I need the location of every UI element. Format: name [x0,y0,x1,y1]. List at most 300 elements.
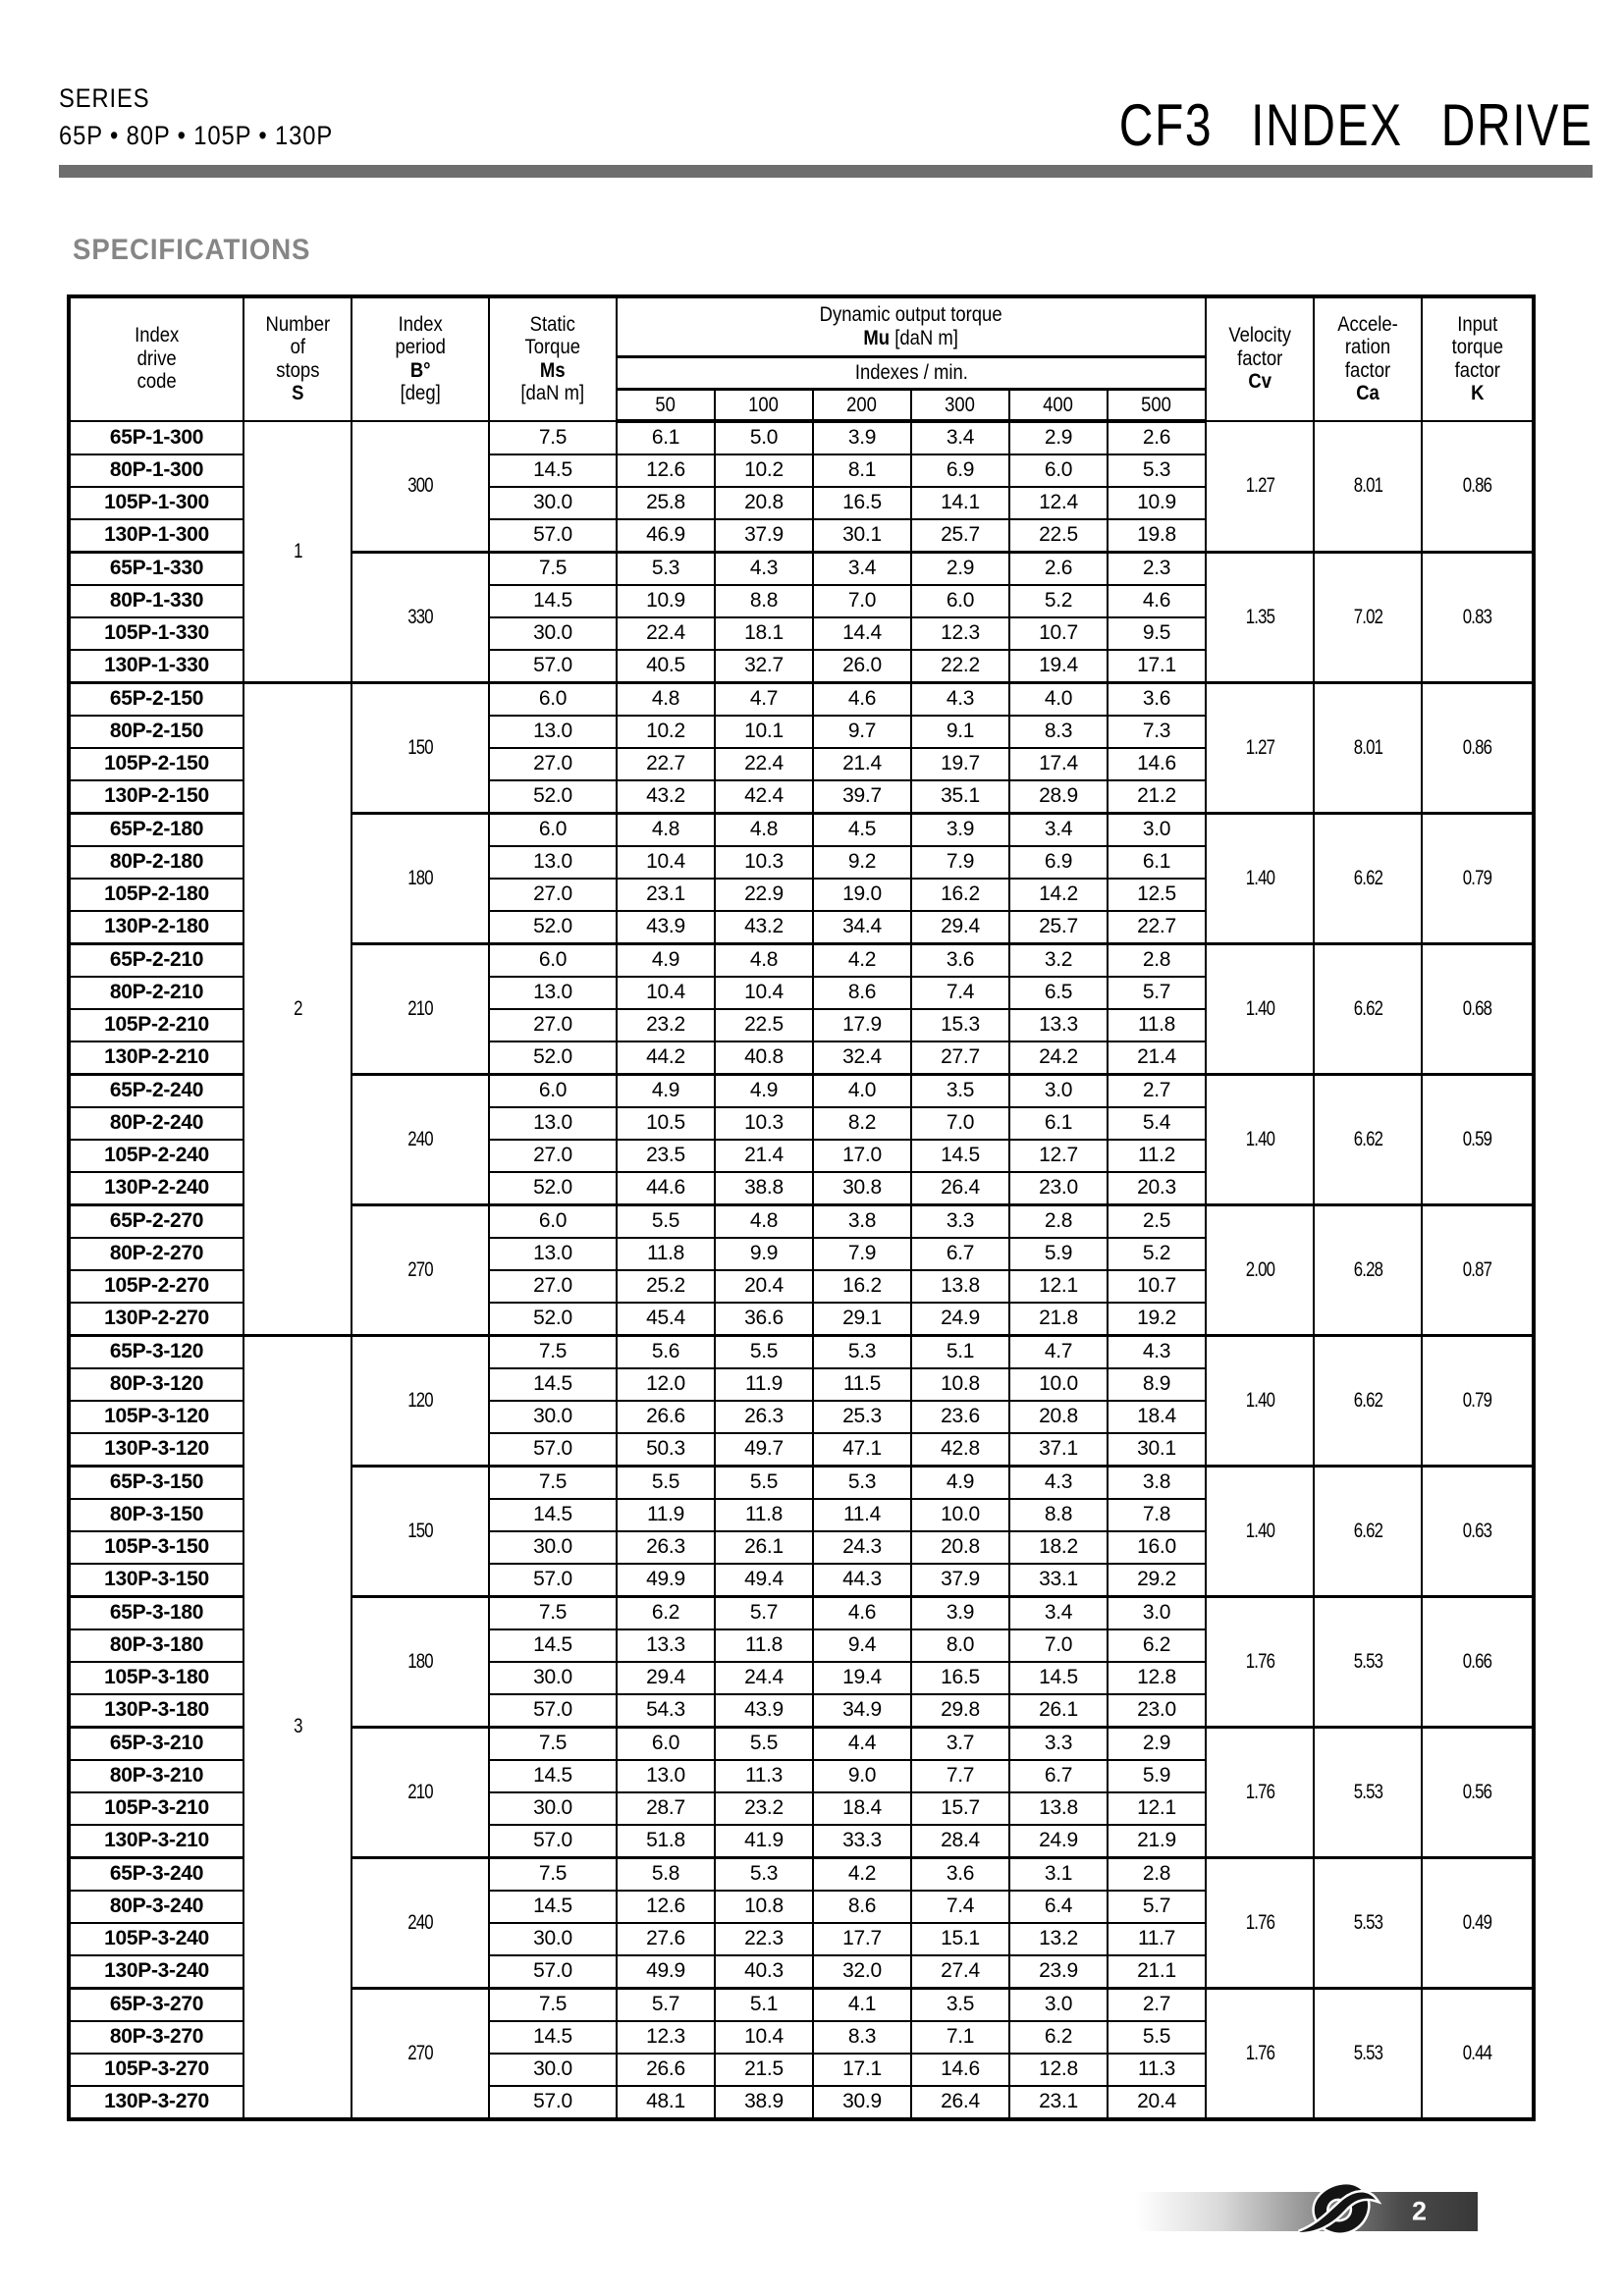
dynamic-torque-cell: 8.6 [813,977,911,1009]
dynamic-torque-cell: 3.9 [911,1596,1009,1629]
dynamic-torque-cell: 36.6 [715,1303,813,1336]
dynamic-torque-cell: 6.9 [911,454,1009,487]
dynamic-torque-cell: 4.9 [617,943,715,977]
col-header-speed-400: 400 [1009,390,1108,421]
dynamic-torque-cell: 21.2 [1108,780,1206,814]
series-label: SERIES [59,83,150,113]
dynamic-torque-cell: 4.8 [715,1204,813,1238]
dynamic-torque-cell: 6.4 [1009,1891,1108,1923]
series-block [59,80,370,155]
index-drive-code-cell: 80P-3-270 [69,2021,243,2054]
dynamic-torque-cell: 12.6 [617,454,715,487]
dynamic-torque-cell: 23.5 [617,1140,715,1172]
index-period-cell: 330 [352,552,489,682]
dynamic-torque-cell: 28.7 [617,1792,715,1825]
index-drive-code-cell: 105P-1-300 [69,487,243,519]
dynamic-torque-cell: 22.9 [715,879,813,911]
velocity-factor-cell: 1.40 [1206,1074,1314,1204]
dynamic-torque-cell: 12.0 [617,1368,715,1401]
dynamic-torque-cell: 3.3 [1009,1727,1108,1760]
static-torque-cell: 14.5 [489,585,617,617]
dynamic-torque-cell: 7.0 [1009,1629,1108,1662]
dynamic-torque-cell: 11.2 [1108,1140,1206,1172]
dynamic-torque-cell: 8.6 [813,1891,911,1923]
dynamic-torque-cell: 10.3 [715,846,813,879]
dynamic-torque-cell: 19.0 [813,879,911,911]
dynamic-torque-cell: 49.4 [715,1564,813,1597]
index-drive-code-cell: 130P-2-180 [69,911,243,944]
dynamic-torque-cell: 17.1 [1108,650,1206,683]
index-drive-code-cell: 130P-3-270 [69,2086,243,2119]
dynamic-torque-cell: 39.7 [813,780,911,814]
dynamic-torque-cell: 21.9 [1108,1825,1206,1858]
dynamic-torque-cell: 18.4 [813,1792,911,1825]
dynamic-torque-cell: 8.3 [813,2021,911,2054]
static-torque-cell: 14.5 [489,1629,617,1662]
static-torque-cell: 27.0 [489,1270,617,1303]
dynamic-torque-cell: 17.9 [813,1009,911,1041]
dynamic-torque-cell: 14.6 [1108,748,1206,780]
dynamic-torque-cell: 22.4 [715,748,813,780]
dynamic-torque-cell: 13.8 [911,1270,1009,1303]
dynamic-torque-cell: 22.5 [715,1009,813,1041]
dynamic-torque-cell: 4.8 [715,943,813,977]
dynamic-torque-cell: 54.3 [617,1694,715,1728]
dynamic-torque-cell: 23.0 [1108,1694,1206,1728]
static-torque-cell: 27.0 [489,748,617,780]
dynamic-torque-cell: 10.5 [617,1107,715,1140]
dynamic-torque-cell: 10.1 [715,716,813,748]
static-torque-cell: 57.0 [489,1955,617,1989]
index-period-cell: 300 [352,421,489,553]
static-torque-cell: 7.5 [489,1335,617,1368]
dynamic-torque-cell: 5.7 [617,1988,715,2021]
dynamic-torque-cell: 25.8 [617,487,715,519]
static-torque-cell: 14.5 [489,2021,617,2054]
dynamic-torque-cell: 4.8 [617,813,715,846]
input-torque-factor-cell: 0.59 [1422,1074,1534,1204]
dynamic-torque-cell: 24.2 [1009,1041,1108,1075]
index-drive-code-cell: 130P-2-150 [69,780,243,814]
acceleration-factor-cell: 6.62 [1314,813,1422,943]
static-torque-cell: 7.5 [489,1727,617,1760]
dynamic-torque-cell: 4.9 [617,1074,715,1107]
table-row [69,1335,1534,1368]
input-torque-factor-cell: 0.44 [1422,1988,1534,2119]
dynamic-torque-cell: 2.8 [1108,943,1206,977]
col-header-acceleration-factor: Accele- ration factor Ca [1314,296,1422,421]
dynamic-torque-cell: 2.5 [1108,1204,1206,1238]
static-torque-cell: 57.0 [489,1694,617,1728]
col-header-input-torque-factor: Input torque factor K [1422,296,1534,421]
dynamic-torque-cell: 5.3 [813,1335,911,1368]
index-drive-code-cell: 105P-3-270 [69,2054,243,2086]
dynamic-torque-cell: 6.0 [1009,454,1108,487]
dynamic-torque-cell: 8.0 [911,1629,1009,1662]
document-header [59,80,1593,158]
dynamic-torque-cell: 38.8 [715,1172,813,1205]
dynamic-torque-cell: 3.9 [911,813,1009,846]
static-torque-cell: 52.0 [489,1303,617,1336]
dynamic-torque-cell: 16.5 [813,487,911,519]
dynamic-torque-cell: 26.6 [617,2054,715,2086]
dynamic-torque-cell: 4.9 [715,1074,813,1107]
static-torque-cell: 57.0 [489,519,617,553]
dynamic-torque-cell: 4.4 [813,1727,911,1760]
dynamic-torque-cell: 23.1 [1009,2086,1108,2119]
dynamic-torque-cell: 5.6 [617,1335,715,1368]
dynamic-torque-cell: 17.1 [813,2054,911,2086]
footer-bar [1136,2192,1478,2231]
dynamic-torque-cell: 10.2 [715,454,813,487]
velocity-factor-cell: 2.00 [1206,1204,1314,1335]
dynamic-torque-cell: 19.4 [1009,650,1108,683]
dynamic-torque-cell: 3.6 [1108,682,1206,716]
dynamic-torque-cell: 10.7 [1009,617,1108,650]
dynamic-torque-cell: 19.7 [911,748,1009,780]
dynamic-torque-cell: 20.4 [1108,2086,1206,2119]
dynamic-torque-cell: 11.5 [813,1368,911,1401]
dynamic-torque-cell: 3.6 [911,943,1009,977]
dynamic-torque-cell: 29.1 [813,1303,911,1336]
dynamic-torque-cell: 4.7 [1009,1335,1108,1368]
velocity-factor-cell: 1.76 [1206,1857,1314,1988]
dynamic-torque-cell: 3.4 [1009,813,1108,846]
index-drive-code-cell: 130P-2-210 [69,1041,243,1075]
dynamic-torque-cell: 3.8 [1108,1466,1206,1499]
acceleration-factor-cell: 6.62 [1314,1335,1422,1466]
dynamic-torque-cell: 14.5 [911,1140,1009,1172]
dynamic-torque-cell: 7.0 [911,1107,1009,1140]
index-drive-code-cell: 65P-1-300 [69,421,243,454]
dynamic-torque-cell: 42.4 [715,780,813,814]
dynamic-torque-cell: 15.7 [911,1792,1009,1825]
dynamic-torque-cell: 28.9 [1009,780,1108,814]
dynamic-torque-cell: 24.4 [715,1662,813,1694]
static-torque-cell: 30.0 [489,1923,617,1955]
dynamic-torque-cell: 6.0 [617,1727,715,1760]
header-divider-bar [59,165,1593,178]
index-period-cell: 180 [352,1596,489,1727]
dynamic-torque-cell: 6.2 [617,1596,715,1629]
col-header-indexes-per-min: Indexes / min. [617,357,1206,390]
velocity-factor-cell: 1.27 [1206,682,1314,813]
dynamic-torque-cell: 5.2 [1108,1238,1206,1270]
dynamic-torque-cell: 11.8 [715,1629,813,1662]
dynamic-torque-cell: 40.3 [715,1955,813,1989]
dynamic-torque-cell: 22.2 [911,650,1009,683]
dynamic-torque-cell: 3.4 [1009,1596,1108,1629]
dynamic-torque-cell: 20.3 [1108,1172,1206,1205]
index-drive-code-cell: 105P-2-150 [69,748,243,780]
dynamic-torque-cell: 5.5 [1108,2021,1206,2054]
dynamic-torque-cell: 17.7 [813,1923,911,1955]
dynamic-torque-cell: 13.2 [1009,1923,1108,1955]
index-drive-code-cell: 105P-3-150 [69,1531,243,1564]
dynamic-torque-cell: 11.9 [617,1499,715,1531]
dynamic-torque-cell: 5.5 [715,1335,813,1368]
index-drive-code-cell: 105P-2-210 [69,1009,243,1041]
dynamic-torque-cell: 30.1 [1108,1433,1206,1467]
index-drive-code-cell: 65P-1-330 [69,552,243,585]
dynamic-torque-cell: 21.4 [715,1140,813,1172]
dynamic-torque-cell: 2.7 [1108,1988,1206,2021]
index-drive-code-cell: 65P-3-210 [69,1727,243,1760]
dynamic-torque-cell: 50.3 [617,1433,715,1467]
index-period-cell: 270 [352,1204,489,1335]
dynamic-torque-cell: 23.1 [617,879,715,911]
dynamic-torque-cell: 26.3 [715,1401,813,1433]
dynamic-torque-cell: 37.1 [1009,1433,1108,1467]
dynamic-torque-cell: 3.7 [911,1727,1009,1760]
dynamic-torque-cell: 7.4 [911,1891,1009,1923]
input-torque-factor-cell: 0.63 [1422,1466,1534,1596]
dynamic-torque-cell: 25.3 [813,1401,911,1433]
dynamic-torque-cell: 3.5 [911,1988,1009,2021]
dynamic-torque-cell: 40.5 [617,650,715,683]
dynamic-torque-cell: 4.7 [715,682,813,716]
static-torque-cell: 57.0 [489,1825,617,1858]
dynamic-torque-cell: 3.8 [813,1204,911,1238]
col-header-speed-300: 300 [911,390,1009,421]
dynamic-torque-cell: 33.3 [813,1825,911,1858]
static-torque-cell: 6.0 [489,682,617,716]
static-torque-cell: 52.0 [489,780,617,814]
dynamic-torque-cell: 4.2 [813,943,911,977]
static-torque-cell: 7.5 [489,1596,617,1629]
dynamic-torque-cell: 11.8 [617,1238,715,1270]
dynamic-torque-cell: 21.5 [715,2054,813,2086]
index-period-cell: 240 [352,1074,489,1204]
dynamic-torque-cell: 16.2 [813,1270,911,1303]
index-drive-code-cell: 80P-3-120 [69,1368,243,1401]
dynamic-torque-cell: 33.1 [1009,1564,1108,1597]
index-drive-code-cell: 105P-2-180 [69,879,243,911]
dynamic-torque-cell: 18.4 [1108,1401,1206,1433]
dynamic-torque-cell: 41.9 [715,1825,813,1858]
dynamic-torque-cell: 30.1 [813,519,911,553]
table-body [69,421,1534,2119]
dynamic-torque-cell: 30.9 [813,2086,911,2119]
static-torque-cell: 27.0 [489,1140,617,1172]
dynamic-torque-cell: 5.1 [715,1988,813,2021]
acceleration-factor-cell: 5.53 [1314,1857,1422,1988]
dynamic-torque-cell: 4.3 [1108,1335,1206,1368]
dynamic-torque-cell: 6.1 [1108,846,1206,879]
dynamic-torque-cell: 13.0 [617,1760,715,1792]
input-torque-factor-cell: 0.68 [1422,943,1534,1074]
dynamic-torque-cell: 2.9 [911,552,1009,585]
dynamic-torque-cell: 32.7 [715,650,813,683]
static-torque-cell: 13.0 [489,1107,617,1140]
dynamic-torque-cell: 49.7 [715,1433,813,1467]
col-header-index-period: Index period B° [deg] [352,296,489,421]
velocity-factor-cell: 1.35 [1206,552,1314,682]
dynamic-torque-cell: 38.9 [715,2086,813,2119]
dynamic-torque-cell: 42.8 [911,1433,1009,1467]
index-drive-code-cell: 130P-3-180 [69,1694,243,1728]
dynamic-torque-cell: 43.9 [715,1694,813,1728]
static-torque-cell: 13.0 [489,846,617,879]
velocity-factor-cell: 1.40 [1206,1466,1314,1596]
dynamic-torque-cell: 7.7 [911,1760,1009,1792]
col-header-speed-50: 50 [617,390,715,421]
table-row [69,421,1534,454]
col-header-dynamic-output-torque: Dynamic output torque Mu [daN m] [617,296,1206,357]
dynamic-torque-cell: 26.4 [911,1172,1009,1205]
dynamic-torque-cell: 23.2 [617,1009,715,1041]
dynamic-torque-cell: 4.9 [911,1466,1009,1499]
dynamic-torque-cell: 26.6 [617,1401,715,1433]
dynamic-torque-cell: 11.8 [1108,1009,1206,1041]
dynamic-torque-cell: 3.6 [911,1857,1009,1891]
index-period-cell: 180 [352,813,489,943]
static-torque-cell: 30.0 [489,617,617,650]
velocity-factor-cell: 1.27 [1206,421,1314,553]
index-drive-code-cell: 80P-2-240 [69,1107,243,1140]
dynamic-torque-cell: 43.2 [617,780,715,814]
dynamic-torque-cell: 12.8 [1009,2054,1108,2086]
dynamic-torque-cell: 4.3 [715,552,813,585]
static-torque-cell: 30.0 [489,2054,617,2086]
index-drive-code-cell: 65P-2-150 [69,682,243,716]
dynamic-torque-cell: 22.3 [715,1923,813,1955]
col-header-static-torque: Static Torque Ms [daN m] [489,296,617,421]
dynamic-torque-cell: 5.2 [1009,585,1108,617]
dynamic-torque-cell: 19.4 [813,1662,911,1694]
dynamic-torque-cell: 12.3 [617,2021,715,2054]
dynamic-torque-cell: 22.7 [617,748,715,780]
index-period-cell: 240 [352,1857,489,1988]
dynamic-torque-cell: 30.8 [813,1172,911,1205]
index-drive-code-cell: 80P-2-150 [69,716,243,748]
dynamic-torque-cell: 34.4 [813,911,911,944]
index-drive-code-cell: 80P-2-180 [69,846,243,879]
dynamic-torque-cell: 43.9 [617,911,715,944]
dynamic-torque-cell: 10.9 [1108,487,1206,519]
dynamic-torque-cell: 4.8 [715,813,813,846]
static-torque-cell: 7.5 [489,421,617,454]
dynamic-torque-cell: 32.0 [813,1955,911,1989]
index-drive-code-cell: 80P-1-330 [69,585,243,617]
col-header-speed-100: 100 [715,390,813,421]
velocity-factor-cell: 1.40 [1206,813,1314,943]
dynamic-torque-cell: 4.0 [1009,682,1108,716]
dynamic-torque-cell: 2.8 [1108,1857,1206,1891]
input-torque-factor-cell: 0.86 [1422,421,1534,553]
dynamic-torque-cell: 6.2 [1108,1629,1206,1662]
table-row [69,682,1534,716]
dynamic-torque-cell: 10.8 [911,1368,1009,1401]
dynamic-torque-cell: 5.1 [911,1335,1009,1368]
index-drive-code-cell: 65P-3-120 [69,1335,243,1368]
dynamic-torque-cell: 6.1 [1009,1107,1108,1140]
col-header-speed-200: 200 [813,390,911,421]
dynamic-torque-cell: 12.4 [1009,487,1108,519]
static-torque-cell: 14.5 [489,1760,617,1792]
index-drive-code-cell: 80P-3-150 [69,1499,243,1531]
stops-cell: 1 [243,421,352,683]
dynamic-torque-cell: 3.0 [1108,813,1206,846]
dynamic-torque-cell: 24.9 [911,1303,1009,1336]
dynamic-torque-cell: 5.5 [715,1466,813,1499]
dynamic-torque-cell: 4.1 [813,1988,911,2021]
dynamic-torque-cell: 20.8 [911,1531,1009,1564]
dynamic-torque-cell: 10.9 [617,585,715,617]
dynamic-torque-cell: 9.0 [813,1760,911,1792]
dynamic-torque-cell: 12.3 [911,617,1009,650]
stops-cell: 3 [243,1335,352,2119]
dynamic-torque-cell: 10.4 [617,846,715,879]
static-torque-cell: 14.5 [489,1368,617,1401]
dynamic-torque-cell: 10.8 [715,1891,813,1923]
dynamic-torque-cell: 5.5 [617,1204,715,1238]
static-torque-cell: 6.0 [489,1074,617,1107]
dynamic-torque-cell: 21.4 [1108,1041,1206,1075]
dynamic-torque-cell: 45.4 [617,1303,715,1336]
dynamic-torque-cell: 17.4 [1009,748,1108,780]
dynamic-torque-cell: 7.1 [911,2021,1009,2054]
static-torque-cell: 57.0 [489,650,617,683]
index-drive-code-cell: 130P-3-120 [69,1433,243,1467]
index-period-cell: 120 [352,1335,489,1466]
index-period-cell: 210 [352,943,489,1074]
dynamic-torque-cell: 10.0 [1009,1368,1108,1401]
dynamic-torque-cell: 2.9 [1108,1727,1206,1760]
dynamic-torque-cell: 5.7 [1108,1891,1206,1923]
velocity-factor-cell: 1.40 [1206,1335,1314,1466]
dynamic-torque-cell: 26.1 [1009,1694,1108,1728]
page-number: 2 [1411,2196,1427,2226]
dynamic-torque-cell: 20.8 [715,487,813,519]
index-drive-code-cell: 130P-1-330 [69,650,243,683]
input-torque-factor-cell: 0.66 [1422,1596,1534,1727]
static-torque-cell: 27.0 [489,1009,617,1041]
input-torque-factor-cell: 0.86 [1422,682,1534,813]
input-torque-factor-cell: 0.79 [1422,813,1534,943]
dynamic-torque-cell: 12.1 [1108,1792,1206,1825]
dynamic-torque-cell: 16.2 [911,879,1009,911]
dynamic-torque-cell: 5.7 [715,1596,813,1629]
dynamic-torque-cell: 26.4 [911,2086,1009,2119]
index-period-cell: 210 [352,1727,489,1857]
dynamic-torque-cell: 3.3 [911,1204,1009,1238]
static-torque-cell: 30.0 [489,1792,617,1825]
index-drive-code-cell: 105P-2-270 [69,1270,243,1303]
static-torque-cell: 52.0 [489,1041,617,1075]
dynamic-torque-cell: 18.1 [715,617,813,650]
dynamic-torque-cell: 13.3 [1009,1009,1108,1041]
dynamic-torque-cell: 10.4 [617,977,715,1009]
dynamic-torque-cell: 24.3 [813,1531,911,1564]
index-drive-code-cell: 105P-3-240 [69,1923,243,1955]
dynamic-torque-cell: 7.4 [911,977,1009,1009]
input-torque-factor-cell: 0.87 [1422,1204,1534,1335]
dynamic-torque-cell: 14.6 [911,2054,1009,2086]
dynamic-torque-cell: 26.1 [715,1531,813,1564]
dynamic-torque-cell: 7.0 [813,585,911,617]
dynamic-torque-cell: 10.4 [715,977,813,1009]
dynamic-torque-cell: 37.9 [715,519,813,553]
dynamic-torque-cell: 9.4 [813,1629,911,1662]
static-torque-cell: 30.0 [489,487,617,519]
dynamic-torque-cell: 5.8 [617,1857,715,1891]
index-drive-code-cell: 80P-1-300 [69,454,243,487]
static-torque-cell: 30.0 [489,1662,617,1694]
index-period-cell: 270 [352,1988,489,2119]
input-torque-factor-cell: 0.49 [1422,1857,1534,1988]
dynamic-torque-cell: 19.2 [1108,1303,1206,1336]
